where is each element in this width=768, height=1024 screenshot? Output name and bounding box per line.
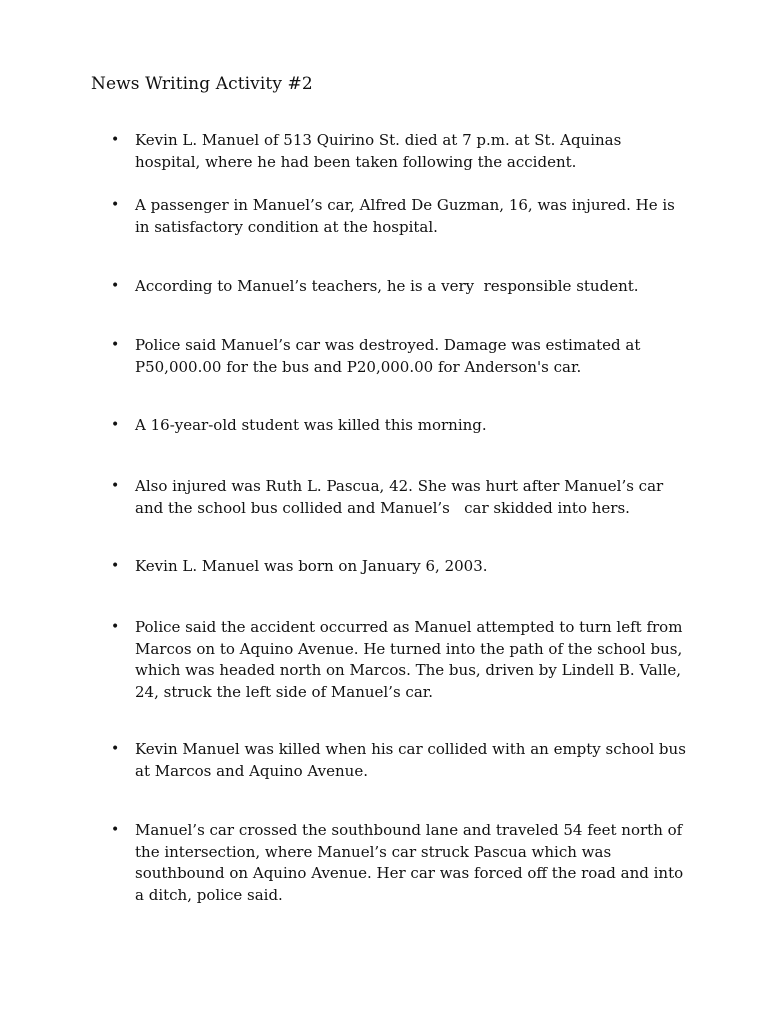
list-item-text: According to Manuel’s teachers, he is a very responsible student.: [135, 277, 639, 295]
list-item: [111, 276, 686, 298]
bullet-icon: •: [111, 337, 120, 353]
list-item: [111, 415, 686, 437]
list-item: [111, 739, 691, 782]
bullet-icon: •: [111, 741, 120, 757]
bullet-icon: •: [111, 619, 120, 635]
list-item-text: Manuel’s car crossed the southbound lane and traveled 54 feet north of the intersection, where Manuel’s car struck Pascua which was southbound on Aquino Avenue. Her car was forced off the road and into a ditch, police said.: [135, 821, 688, 904]
list-item-text: A 16-year-old student was killed this morning.: [135, 416, 487, 434]
list-item-text: Kevin L. Manuel of 513 Quirino St. died at 7 p.m. at St. Aquinas hospital, where he had been taken following the accident.: [135, 131, 627, 171]
list-item-text: Kevin Manuel was killed when his car collided with an empty school bus at Marcos and Aquino Avenue.: [135, 740, 691, 780]
bullet-icon: •: [111, 822, 120, 838]
list-item: [111, 195, 686, 238]
page-title: News Writing Activity #2: [91, 74, 313, 94]
list-item-text: Police said Manuel’s car was destroyed. Damage was estimated at P50,000.00 for the bus and P20,000.00 for Anderson's car.: [135, 336, 646, 376]
list-item: [111, 556, 686, 578]
list-item-text: Kevin L. Manuel was born on January 6, 2003.: [135, 557, 488, 575]
list-item-text: A passenger in Manuel’s car, Alfred De Guzman, 16, was injured. He is in satisfactory condition at the hospital.: [135, 196, 680, 236]
bullet-icon: •: [111, 558, 120, 574]
list-item-text: Police said the accident occurred as Manuel attempted to turn left from Marcos on to Aquino Avenue. He turned into the path of the school bus, which was headed north on Marcos. The bus, driven by Lindell B. Valle, 24, struck the left side of Manuel’s car.: [135, 618, 688, 701]
bullet-icon: •: [111, 278, 120, 294]
list-item: [111, 130, 686, 173]
list-item: [111, 820, 686, 906]
bullet-icon: •: [111, 197, 120, 213]
list-item: [111, 476, 686, 519]
list-item: [111, 617, 686, 703]
bullet-icon: •: [111, 417, 120, 433]
bullet-icon: •: [111, 132, 120, 148]
list-item-text: Also injured was Ruth L. Pascua, 42. She was hurt after Manuel’s car and the school bus collided and Manuel’s car skidded into hers.: [135, 477, 668, 517]
list-item: [111, 335, 686, 378]
bullet-icon: •: [111, 478, 120, 494]
